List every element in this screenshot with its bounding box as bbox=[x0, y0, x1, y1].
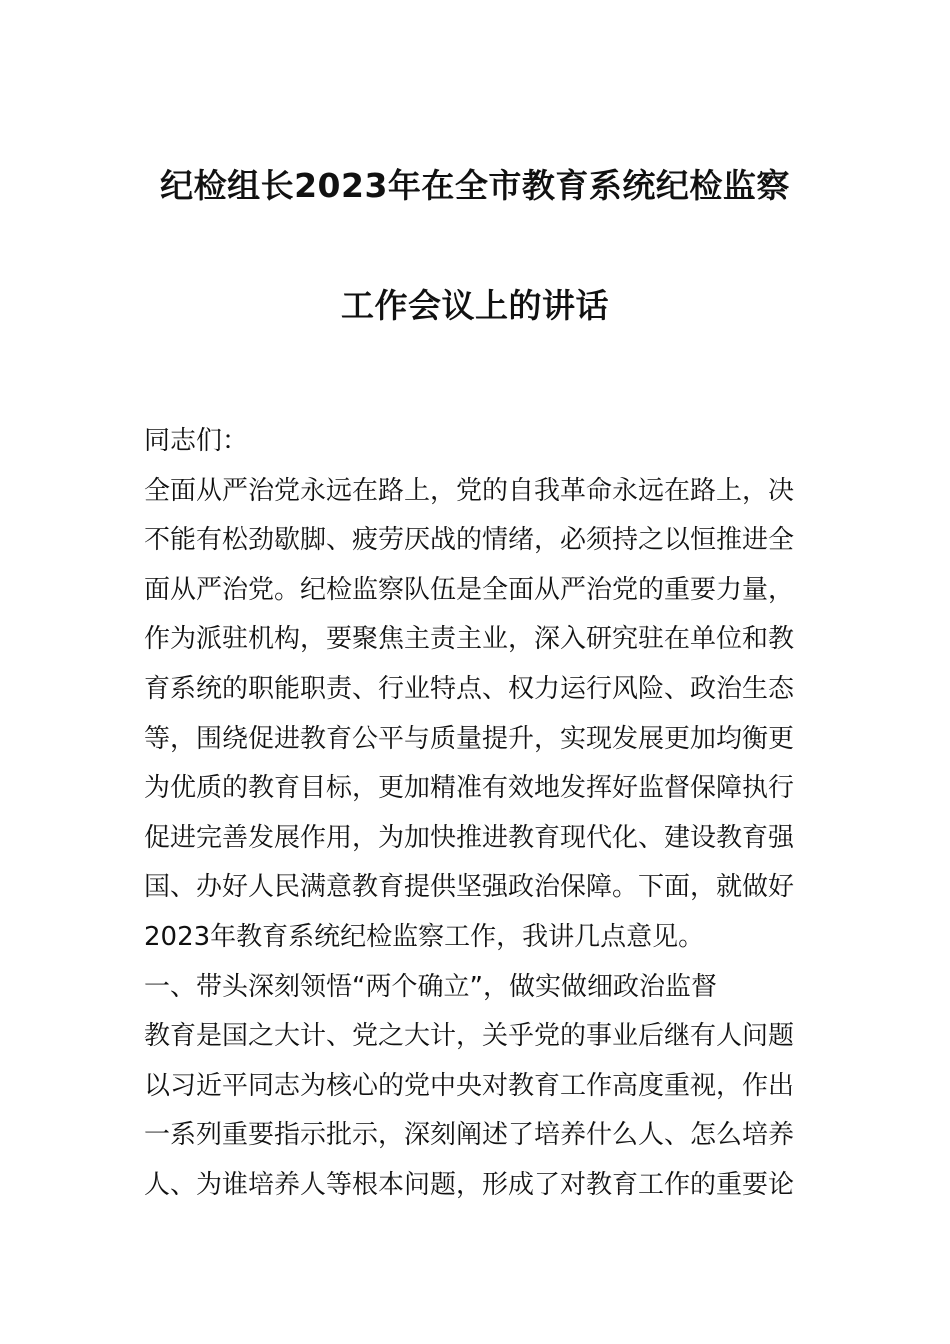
body-line: 面从严治党。纪检监察队伍是全面从严治党的重要力量， bbox=[144, 574, 795, 605]
body-line: 等，围绕促进教育公平与质量提升，实现发展更加均衡更 bbox=[144, 723, 795, 754]
body-line: 教育是国之大计、党之大计，关乎党的事业后继有人问题 bbox=[144, 1021, 795, 1052]
body-line: 国、办好人民满意教育提供坚强政治保障。下面，就做好 bbox=[144, 872, 795, 903]
body-line: 人、为谁培养人等根本问题，形成了对教育工作的重要论 bbox=[144, 1169, 795, 1200]
body-line: 作为派驻机构，要聚焦主责主业，深入研究驻在单位和教 bbox=[144, 624, 795, 655]
body-line: 不能有松劲歇脚、疲劳厌战的情绪，必须持之以恒推进全 bbox=[144, 525, 795, 556]
body-line: 全面从严治党永远在路上，党的自我革命永远在路上，决 bbox=[144, 475, 795, 506]
body-line: 2023年教育系统纪检监察工作，我讲几点意见。 bbox=[144, 921, 705, 952]
body-line: 促进完善发展作用，为加快推进教育现代化、建设教育强 bbox=[144, 822, 795, 853]
body-line: 为优质的教育目标，更加精准有效地发挥好监督保障执行 bbox=[144, 773, 795, 804]
body-line: 一系列重要指示批示，深刻阐述了培养什么人、怎么培养 bbox=[144, 1120, 795, 1151]
section-heading: 一、带头深刻领悟“两个确立”，做实做细政治监督 bbox=[144, 971, 717, 1002]
document-body bbox=[144, 421, 816, 1215]
body-line: 以习近平同志为核心的党中央对教育工作高度重视，作出 bbox=[144, 1070, 795, 1101]
document-title-line-1: 纪检组长2023年在全市教育系统纪检监察 bbox=[160, 166, 790, 205]
body-line: 育系统的职能职责、行业特点、权力运行风险、政治生态 bbox=[144, 673, 795, 704]
salutation: 同志们： bbox=[144, 426, 249, 456]
document-title-line-2: 工作会议上的讲话 bbox=[341, 286, 609, 325]
